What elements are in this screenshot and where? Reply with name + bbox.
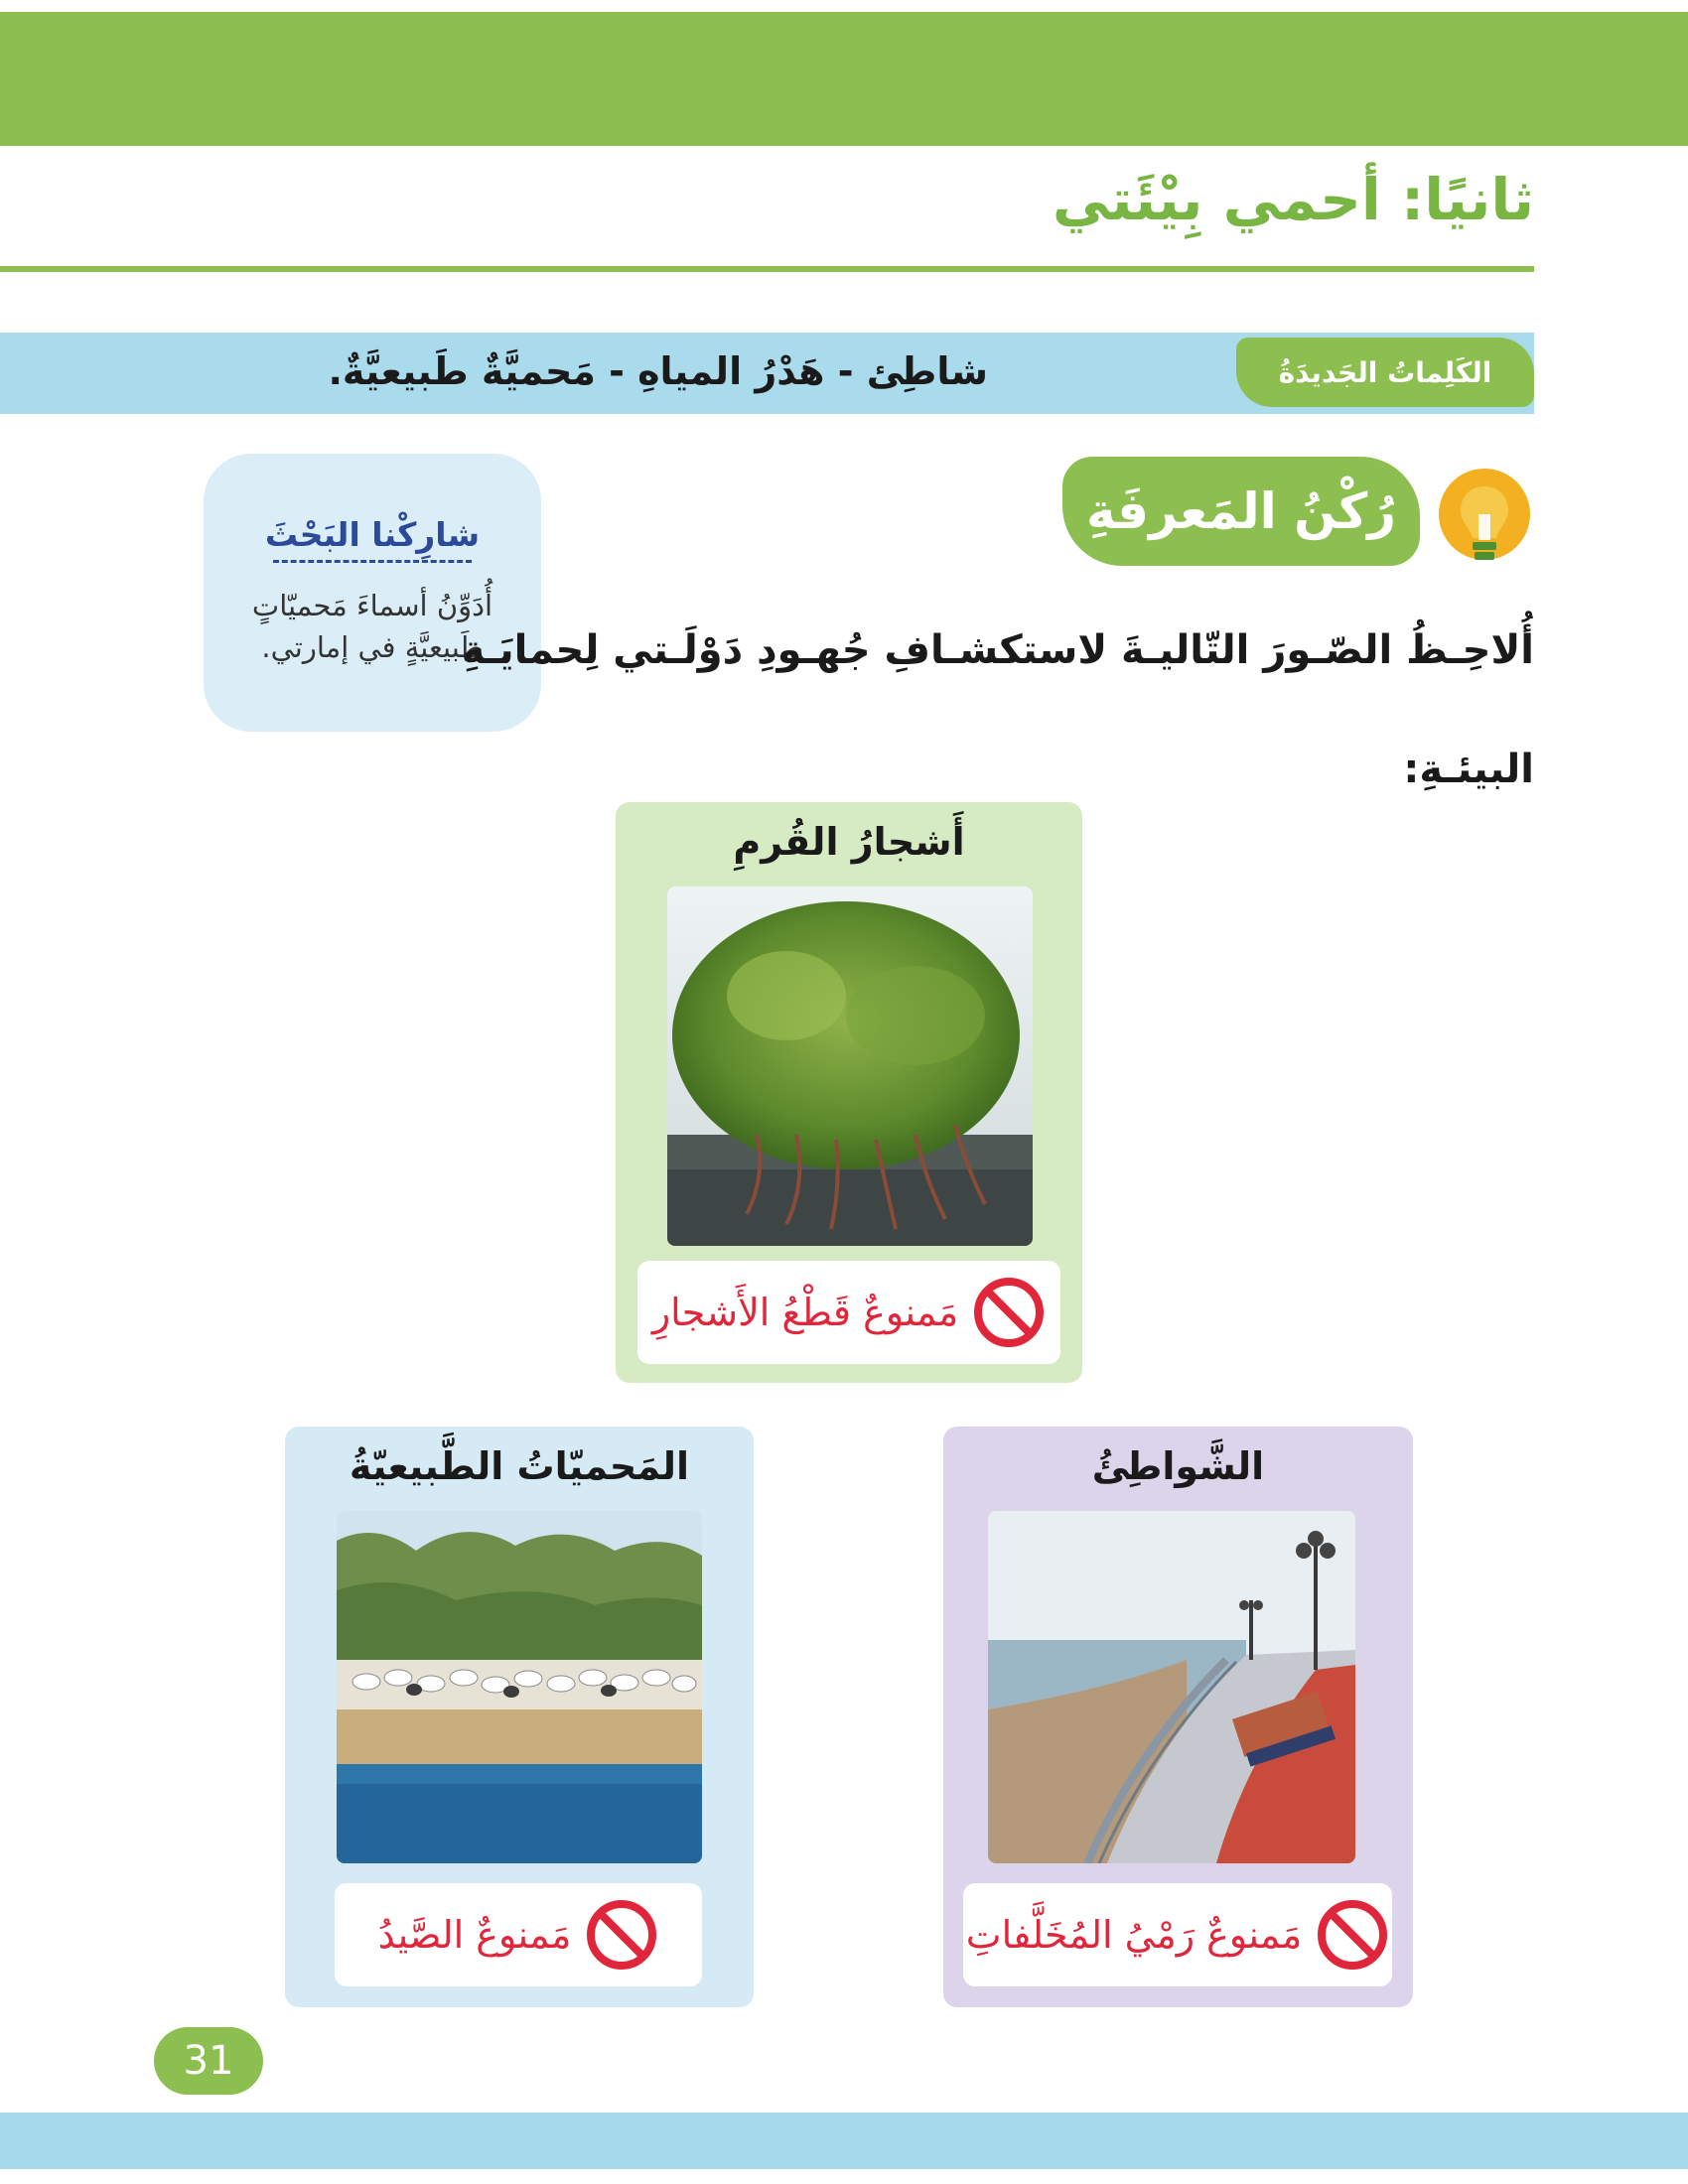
research-title-underline [273,560,472,563]
page-number: 31 [154,2027,263,2095]
card-nature-reserves [285,1427,754,2007]
instruction-line-1: أُلاحِـظُ الصّـورَ التّاليـةَ لاستكشـافِ جُهـودِ دَوْلَـتي لِحمايَـةِ [461,627,1534,673]
birds-reserve-photo [337,1511,702,1863]
section-title: ثانيًا: أحمي بِيْئَتي [1052,166,1534,233]
bottom-banner [0,2113,1688,2169]
research-prompt: أُدَوِّنُ أسماءَ مَحميّاتٍ طَبيعيَّةٍ في إمارتي. [251,589,493,665]
title-divider [0,266,1534,272]
instruction-line-2: البيئـةِ: [1403,747,1534,792]
card-mangroves [616,802,1082,1383]
research-title: شارِكْنا البَحْثَ [264,515,481,554]
new-words-label: الكَلِماتُ الجَديدَةُ [1236,338,1534,407]
research-box [204,454,541,732]
card-mangroves-title: أَشجارُ القُرمِ [733,820,965,864]
beach-corniche-photo [988,1511,1355,1863]
knowledge-corner-label: رُكْنُ المَعرفَةِ [1062,457,1420,566]
card-reserves-title: المَحميّاتُ الطَّبيعيّةُ [349,1444,690,1488]
new-words-list: شاطِئ - هَدْرُ المياهِ - مَحميَّةٌ طَبيعيَّةٌ. [328,349,988,393]
lightbulb-icon [1435,465,1534,574]
card-beaches [943,1427,1413,2007]
mangrove-photo [667,887,1033,1246]
card-reserves-rule-text: مَمنوعٌ الصَّيدُ [377,1913,572,1957]
card-beaches-rule-text: مَمنوعٌ رَمْيُ المُخَلَّفاتِ [965,1913,1303,1957]
card-beaches-rule [963,1883,1392,1986]
top-banner [0,12,1688,146]
card-mangroves-rule [637,1261,1060,1364]
prohibited-icon [972,1276,1046,1349]
prohibited-icon [585,1898,658,1972]
card-mangroves-rule-text: مَمنوعٌ قَطْعُ الأَشجارِ [651,1291,959,1334]
card-reserves-rule [335,1883,702,1986]
prohibited-icon [1316,1898,1389,1972]
card-beaches-title: الشَّواطِئُ [1091,1444,1265,1488]
